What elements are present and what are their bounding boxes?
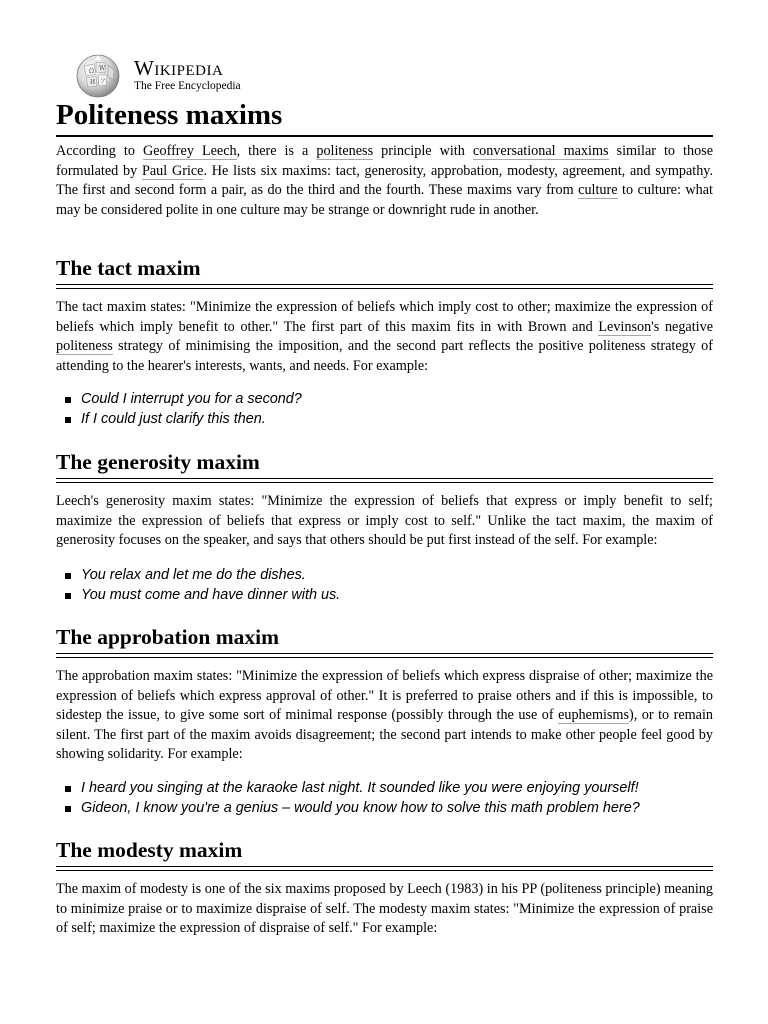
approbation-text: The approbation maxim states: "Minimize the expression of beliefs which express dispraise of other; maximize the expression of beliefs which express approval of other." It is preferred to praise others and if this is impossible, to sidestep the issue, to give some sort of minimal response (possibly through the use of [56, 668, 713, 724]
list-item: You relax and let me do the dishes. [56, 565, 713, 585]
wikipedia-wordmark [134, 57, 241, 92]
list-item: Could I interrupt you for a second? [56, 389, 713, 409]
tact-examples-list [56, 389, 713, 429]
svg-text:W: W [99, 65, 106, 72]
page-title: Politeness maxims [56, 97, 713, 137]
heading-approbation-maxim: The approbation maxim [56, 624, 713, 658]
intro-text: principle with [373, 143, 473, 159]
approbation-paragraph [56, 667, 713, 765]
svg-text:ア: ア [100, 78, 107, 85]
link-levinson[interactable]: Levinson [598, 318, 652, 335]
generosity-examples-list [56, 565, 713, 605]
section-generosity [56, 449, 713, 605]
wordmark-title: Wikipedia [134, 56, 224, 80]
svg-text:Ω: Ω [89, 68, 94, 75]
generosity-paragraph: Leech's generosity maxim states: "Minimize the expression of beliefs that express or imply benefit to self; maximize the expression of beliefs that express or imply cost to self." Unlike the tact maxim, the maxim of generosity focuses on the speaker, and says that others should be put first instead of the self. For example: [56, 493, 713, 549]
section-approbation [56, 624, 713, 818]
link-geoffrey-leech[interactable]: Geoffrey Leech [142, 143, 237, 159]
list-item: I heard you singing at the karaoke last night. It sounded like you were enjoying yourself! [56, 778, 713, 798]
list-item: You must come and have dinner with us. [56, 585, 713, 605]
wikipedia-globe-icon [74, 52, 122, 98]
intro-text: similar to those formulated by [56, 143, 713, 179]
heading-modesty-maxim: The modesty maxim [56, 837, 713, 871]
link-conversational-maxims[interactable]: conversational maxims [472, 143, 609, 159]
heading-tact-maxim: The tact maxim [56, 255, 713, 289]
link-politeness-tact[interactable]: politeness [56, 338, 113, 355]
heading-generosity-maxim: The generosity maxim [56, 449, 713, 483]
intro-text: , there is a [236, 143, 317, 159]
link-culture[interactable]: culture [578, 182, 618, 199]
svg-text:И: И [90, 79, 96, 86]
wordmark-tagline: The Free Encyclopedia [134, 80, 241, 92]
section-tact [56, 255, 713, 429]
tact-text: 's negative [651, 318, 713, 335]
tact-text: strategy of minimising the imposition, and the second part reflects the positive politeness strategy of attending to the hearer's interests, wants, and needs. For example: [56, 338, 713, 374]
link-euphemisms[interactable]: euphemisms [558, 707, 629, 724]
modesty-paragraph: The maxim of modesty is one of the six maxims proposed by Leech (1983) in his PP (politeness principle) meaning to minimize praise or to maximize dispraise of self. The modesty maxim states: "Minimize the expression of praise of self; maximize the expression of dispraise of self." For example: [56, 881, 713, 937]
section-modesty [56, 837, 713, 939]
intro-text: According to [56, 143, 143, 159]
tact-paragraph [56, 298, 713, 376]
intro-text: . He lists six maxims: tact, generosity, approbation, modesty, agreement, and sympathy. The first and second form a pair, as do the third and the fourth. These maxims vary from [56, 162, 714, 199]
list-item: Gideon, I know you're a genius – would you know how to solve this math problem here? [56, 798, 713, 818]
link-politeness[interactable]: politeness [316, 143, 374, 159]
tact-text: The tact maxim states: "Minimize the expression of beliefs which imply cost to other; maximize the expression of beliefs which imply benefit to other." The first part of this maxim fits in with Brown and [56, 299, 713, 335]
intro-text: to culture: what may be considered polite in one culture may be strange or downright rude in another. [56, 182, 713, 218]
approbation-text: ), or to remain silent. The first part of the maxim avoids disagreement; the second part intends to make other people feel good by showing solidarity. For example: [56, 707, 714, 763]
approbation-examples-list [56, 778, 713, 818]
intro-paragraph [56, 142, 713, 220]
intro-section [56, 142, 713, 220]
list-item: If I could just clarify this then. [56, 409, 713, 429]
link-paul-grice[interactable]: Paul Grice [141, 162, 204, 179]
